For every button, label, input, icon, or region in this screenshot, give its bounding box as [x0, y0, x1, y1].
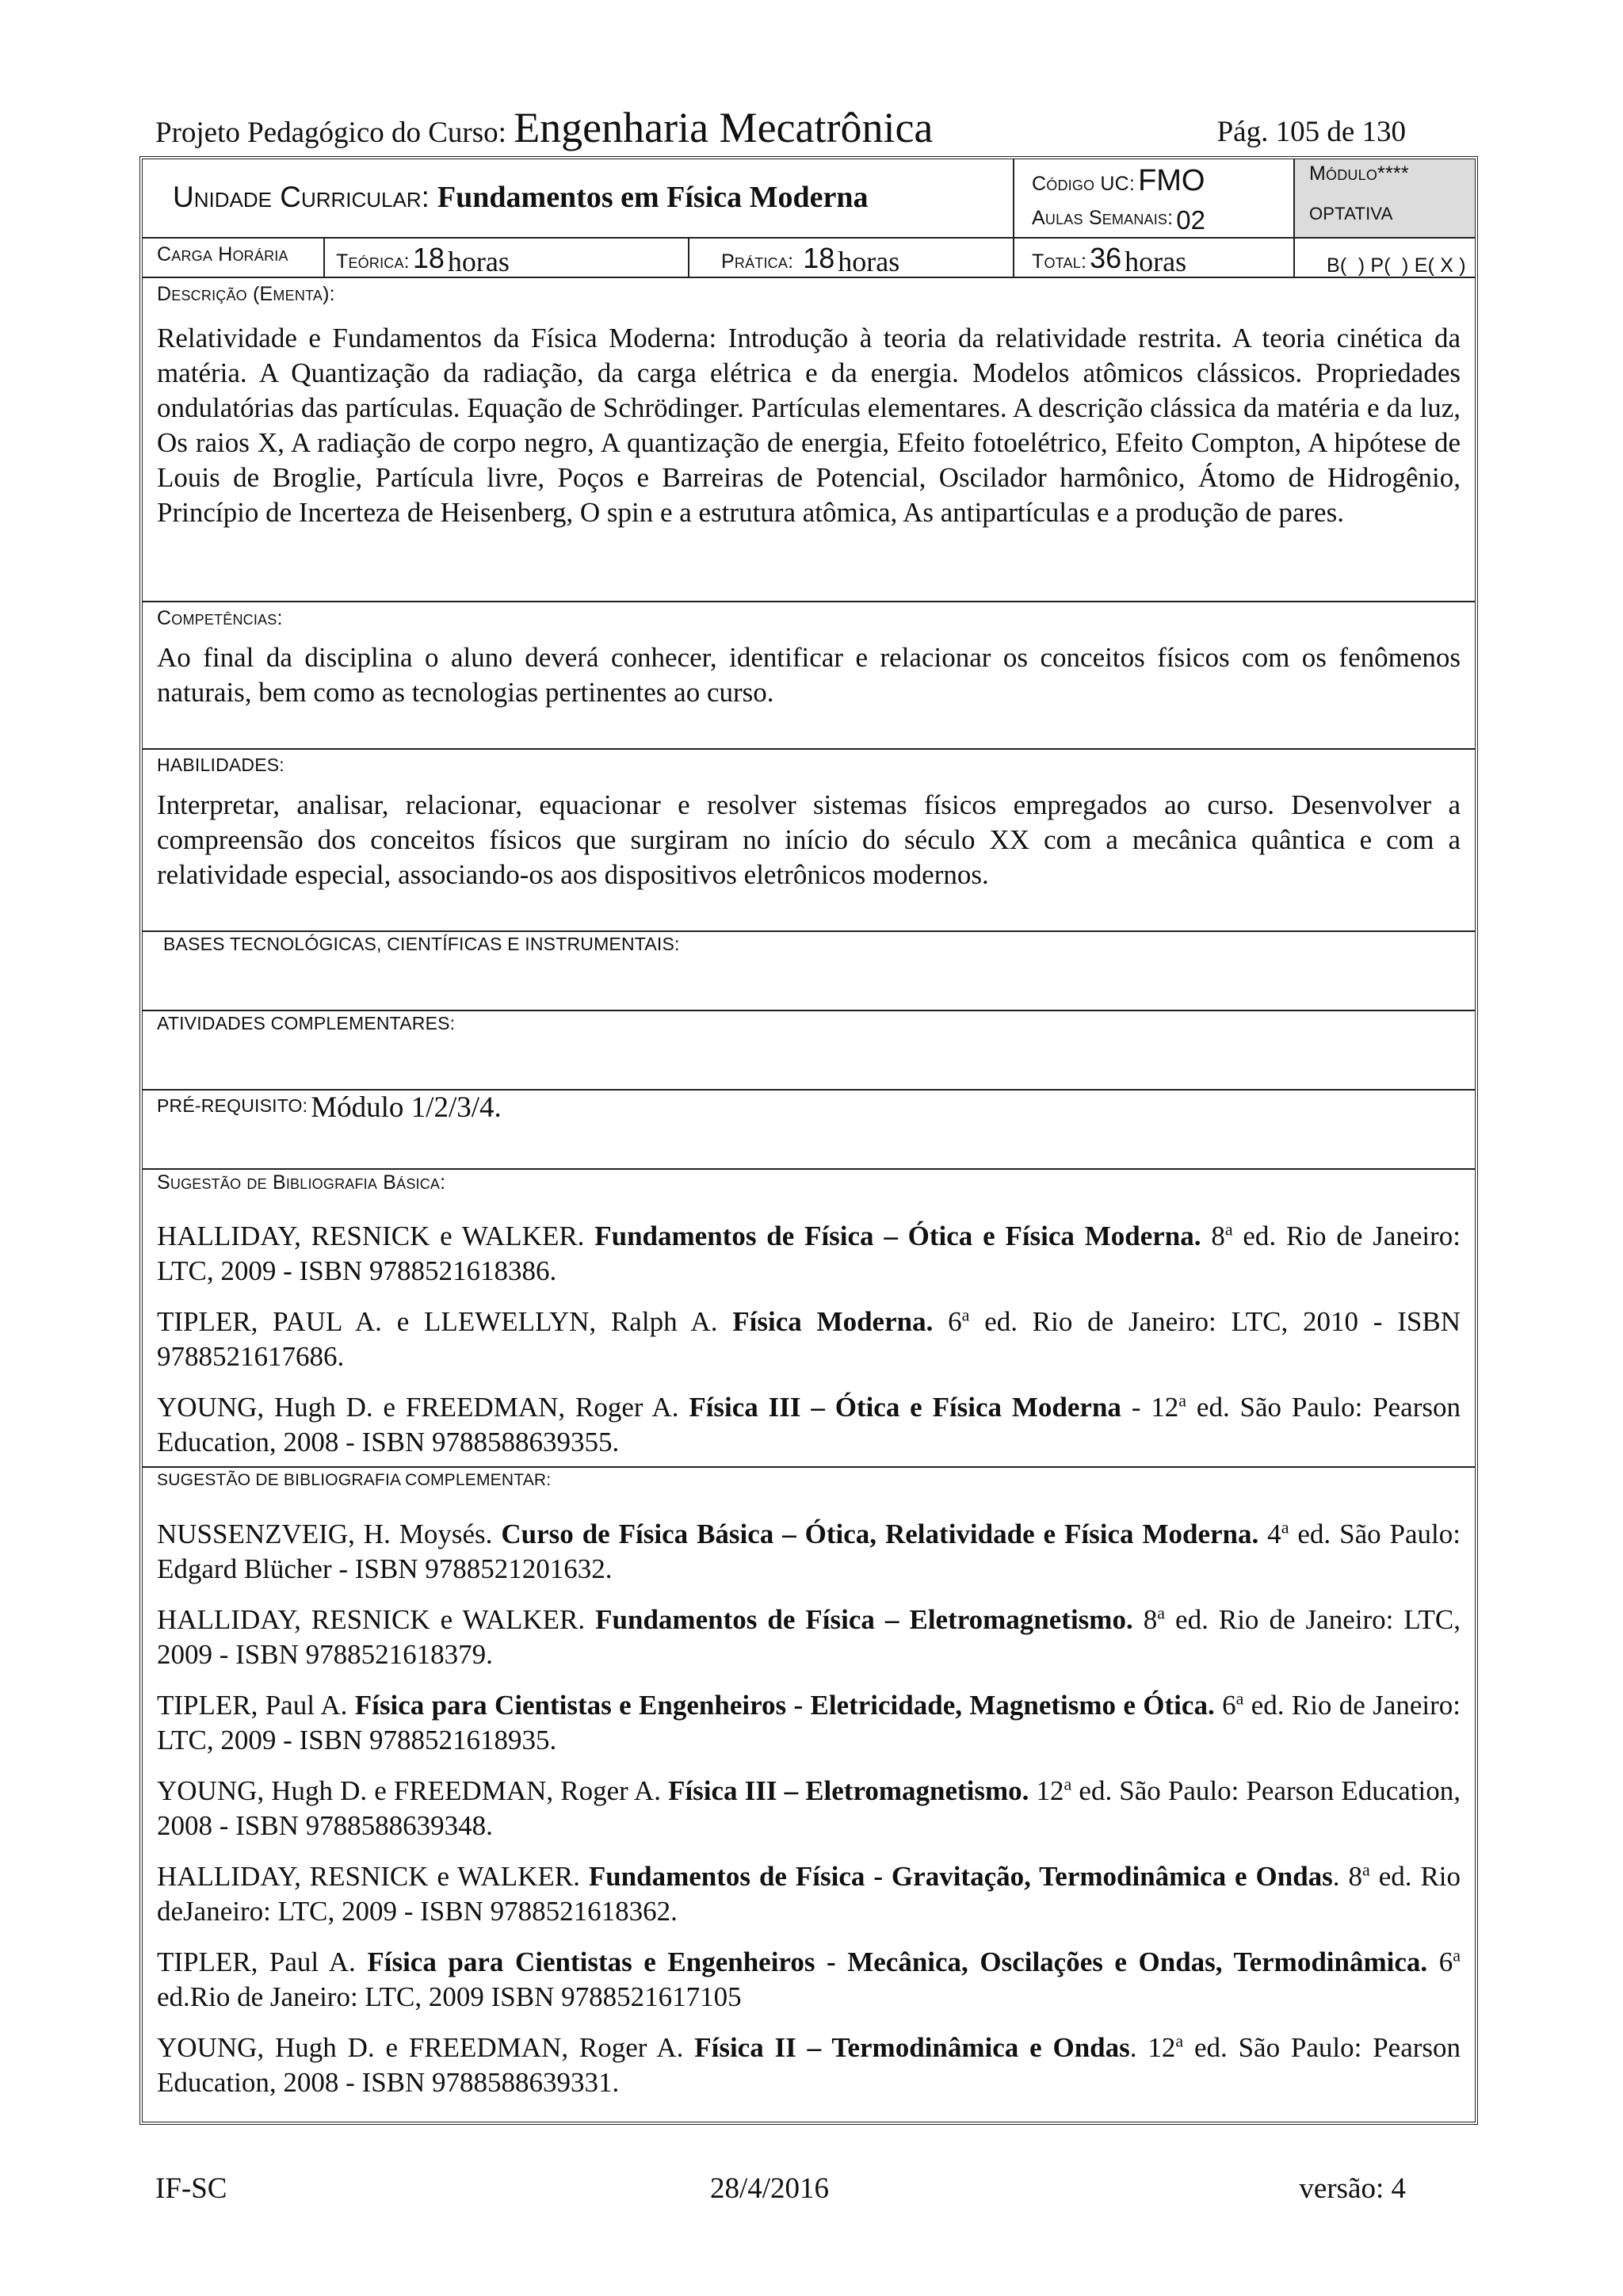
bibliography-entry — [157, 1603, 1461, 1672]
entry-publication: ed. Rio de Janeiro: LTC, 2009 - ISBN 9788521618386. — [157, 1221, 1461, 1286]
bibliography-entry — [157, 1774, 1461, 1843]
total-cell — [1013, 239, 1293, 277]
code-label: Código UC: — [1032, 173, 1136, 195]
bibliography-entry — [157, 1517, 1461, 1587]
practice-hours: 18 — [803, 242, 835, 274]
entry-authors: YOUNG, Hugh D. e FREEDMAN, Roger A. — [157, 1392, 689, 1423]
entry-title: Física Moderna. — [732, 1306, 934, 1337]
entry-authors: HALLIDAY, RESNICK e WALKER. — [157, 1221, 595, 1251]
total-label: Total: — [1032, 250, 1087, 273]
entry-title: Física III – Ótica e Física Moderna — [689, 1392, 1121, 1423]
workload-row — [143, 239, 1475, 278]
workload-label: Carga Horária — [157, 243, 288, 266]
description-label: Descrição (Ementa): — [157, 283, 335, 305]
theory-unit: horas — [447, 246, 510, 277]
unit-name: Fundamentos em Física Moderna — [437, 181, 869, 214]
description-section — [143, 278, 1475, 602]
entry-edition-number: . 8 — [1332, 1861, 1362, 1892]
page-number: Pág. 105 de 130 — [1216, 116, 1406, 148]
bibliography-entry — [157, 2030, 1461, 2100]
practice-cell — [688, 239, 1013, 277]
entry-title: Física para Cientistas e Engenheiros - Eletricidade, Magnetismo e Ótica. — [354, 1690, 1215, 1721]
practice-label: Prática: — [721, 250, 794, 273]
workload-label-cell — [143, 239, 323, 277]
competences-section — [143, 602, 1475, 750]
bases-section — [143, 932, 1475, 1011]
entry-edition-ordinal: a — [1178, 1390, 1187, 1411]
description-text: Relatividade e Fundamentos da Física Moderna: Introdução à teoria da relatividade restrita. A teoria cinética da matéria. A Quantização da radiação, da carga elétrica e da energia. Modelos atômicos clássicos. Propriedades ondulatórias das partículas. Equação de Schrödinger. Partículas elementares. A descrição clássica da matéria e da luz, Os raios X, A radiação de corpo negro, A quantização de energia, Efeito fotoelétrico, Efeito Compton, A hipótese de Louis de Broglie, Partícula livre, Poços e Barreiras de Potencial, Oscilador harmônico, Átomo de Hidrogênio, Princípio de Incerteza de Heisenberg, O spin e a estrutura atômica, As antipartículas e a produção de pares. — [157, 323, 1461, 528]
prerequisite-value: Módulo 1/2/3/4. — [311, 1091, 502, 1124]
entry-authors: TIPLER, PAUL A. e LLEWELLYN, Ralph A. — [157, 1306, 733, 1337]
footer-institution: IF-SC — [155, 2172, 227, 2205]
basic-bibliography-section — [143, 1170, 1475, 1468]
entry-edition-ordinal: a — [1224, 1219, 1233, 1240]
theory-label: Teórica: — [336, 250, 410, 273]
entry-authors: TIPLER, Paul A. — [157, 1690, 355, 1721]
practice-unit: horas — [838, 246, 900, 277]
entry-edition-ordinal: a — [1175, 2030, 1184, 2051]
entry-edition-number: 6 — [933, 1306, 962, 1337]
weekly-classes: 02 — [1176, 205, 1205, 235]
bibliography-entry — [157, 1688, 1461, 1758]
footer-date: 28/4/2016 — [710, 2172, 830, 2205]
entry-edition-ordinal: a — [1235, 1688, 1244, 1709]
activities-label: ATIVIDADES COMPLEMENTARES: — [157, 1013, 456, 1033]
activities-section — [143, 1011, 1475, 1091]
entry-edition-ordinal: a — [1362, 1859, 1370, 1880]
basic-bibliography-list — [157, 1219, 1461, 1476]
complementary-bibliography-label: SUGESTÃO DE BIBLIOGRAFIA COMPLEMENTAR: — [157, 1471, 552, 1489]
prerequisite-section — [143, 1091, 1475, 1170]
bibliography-entry — [157, 1390, 1461, 1460]
skills-label: HABILIDADES: — [157, 755, 285, 775]
bibliography-entry — [157, 1219, 1461, 1289]
entry-authors: HALLIDAY, RESNICK e WALKER. — [157, 1861, 589, 1892]
theory-hours: 18 — [412, 242, 445, 274]
entry-authors: YOUNG, Hugh D. e FREEDMAN, Roger A. — [157, 1775, 669, 1806]
entry-edition-number: 6 — [1427, 1946, 1453, 1977]
total-unit: horas — [1125, 246, 1187, 277]
prerequisite-label: PRÉ-REQUISITO: — [157, 1095, 308, 1116]
unit-code-cell — [1013, 159, 1293, 237]
bibliography-entry — [157, 1945, 1461, 2015]
skills-section — [143, 750, 1475, 932]
entry-edition-ordinal: a — [1157, 1603, 1166, 1623]
entry-edition-ordinal: a — [1064, 1774, 1072, 1794]
entry-authors: YOUNG, Hugh D. e FREEDMAN, Roger A. — [157, 2032, 695, 2063]
entry-publication: ed. Rio de Janeiro: LTC, 2010 - ISBN 9788521617686. — [157, 1306, 1461, 1372]
module-value: OPTATIVA — [1309, 204, 1393, 223]
entry-authors: HALLIDAY, RESNICK e WALKER. — [157, 1604, 596, 1635]
course-line — [155, 103, 933, 152]
entry-title: Física III – Eletromagnetismo. — [668, 1775, 1029, 1806]
unit-code: FMO — [1138, 164, 1205, 197]
entry-title: Curso de Física Básica – Ótica, Relatividade e Física Moderna. — [501, 1519, 1259, 1549]
entry-edition-ordinal: a — [1453, 1945, 1461, 1966]
entry-publication: ed. Rio deJaneiro: LTC, 2009 - ISBN 9788521618362. — [157, 1861, 1461, 1927]
bpe-options: B( ) P( ) E( X ) — [1327, 254, 1466, 277]
entry-title: Física II – Termodinâmica e Ondas — [694, 2032, 1130, 2063]
bases-label: BASES TECNOLÓGICAS, CIENTÍFICAS E INSTRUMENTAIS: — [163, 934, 680, 954]
entry-edition-number: 8 — [1132, 1604, 1158, 1635]
theory-cell — [323, 239, 688, 277]
entry-publication: ed. São Paulo: Pearson Education, 2008 - ISBN 9788588639348. — [157, 1775, 1461, 1841]
module-label: Módulo**** — [1309, 162, 1409, 185]
skills-text: Interpretar, analisar, relacionar, equacionar e resolver sistemas físicos empregados ao curso. Desenvolver a compreensão dos conceitos físicos que surgiram no início do século XX com a mecânica quântica e com a relatividade especial, associando-os aos dispositivos eletrônicos modernos. — [157, 789, 1461, 890]
competences-text: Ao final da disciplina o aluno deverá conhecer, identificar e relacionar os conceitos físicos com os fenômenos naturais, bem como as tecnologias pertinentes ao curso. — [157, 642, 1461, 708]
entry-publication: ed. Rio de Janeiro: LTC, 2009 - ISBN 9788521618379. — [157, 1604, 1461, 1670]
entry-edition-number: . 12 — [1129, 2032, 1176, 2063]
complementary-bibliography-section — [143, 1468, 1475, 2122]
unit-title-row — [143, 159, 1475, 239]
page-header — [155, 101, 1406, 152]
entry-publication: ed. Rio de Janeiro: LTC, 2009 - ISBN 9788521618935. — [157, 1690, 1461, 1755]
entry-publication: ed. São Paulo: Pearson Education, 2008 - ISBN 9788588639331. — [157, 2032, 1461, 2098]
entry-title: Fundamentos de Física - Gravitação, Termodinâmica e Ondas — [588, 1861, 1333, 1892]
entry-title: Fundamentos de Física – Ótica e Física Moderna. — [594, 1221, 1201, 1251]
page-footer — [155, 2172, 1406, 2219]
entry-publication: ed. São Paulo: Edgard Blücher - ISBN 9788521201632. — [157, 1519, 1461, 1584]
entry-publication: ed. São Paulo: Pearson Education, 2008 - ISBN 9788588639355. — [157, 1392, 1461, 1457]
entry-edition-ordinal: a — [961, 1305, 970, 1325]
entry-publication: ed.Rio de Janeiro: LTC, 2009 ISBN 9788521617105 — [157, 1981, 742, 2012]
course-name: Engenharia Mecatrônica — [514, 104, 934, 151]
entry-edition-number: 4 — [1258, 1519, 1281, 1549]
entry-authors: NUSSENZVEIG, H. Moysés. — [157, 1519, 502, 1549]
module-cell — [1293, 159, 1475, 237]
competences-label: Competências: — [157, 607, 283, 629]
entry-title: Fundamentos de Física – Eletromagnetismo. — [595, 1604, 1133, 1635]
entry-edition-number: 8 — [1201, 1221, 1225, 1251]
total-hours: 36 — [1090, 242, 1122, 274]
bibliography-entry — [157, 1305, 1461, 1374]
basic-bibliography-label: Sugestão de Bibliografia Básica: — [157, 1171, 446, 1194]
entry-edition-number: - 12 — [1121, 1392, 1179, 1423]
unit-title-cell — [143, 159, 1013, 237]
entry-authors: TIPLER, Paul A. — [157, 1946, 368, 1977]
bibliography-entry — [157, 1859, 1461, 1929]
footer-version: versão: 4 — [1299, 2172, 1406, 2205]
entry-edition-number: 12 — [1029, 1775, 1064, 1806]
entry-title: Física para Cientistas e Engenheiros - Mecânica, Oscilações e Ondas, Termodinâmica. — [367, 1946, 1428, 1977]
curricular-unit-table — [139, 156, 1478, 2125]
entry-edition-number: 6 — [1214, 1690, 1236, 1721]
bpe-cell — [1293, 239, 1475, 277]
entry-edition-ordinal: a — [1281, 1517, 1289, 1538]
weekly-label: Aulas Semanais: — [1032, 207, 1174, 229]
course-prefix: Projeto Pedagógico do Curso: — [155, 117, 514, 149]
complementary-bibliography-list — [157, 1517, 1461, 2116]
unit-label: Unidade Curricular: — [173, 181, 430, 213]
